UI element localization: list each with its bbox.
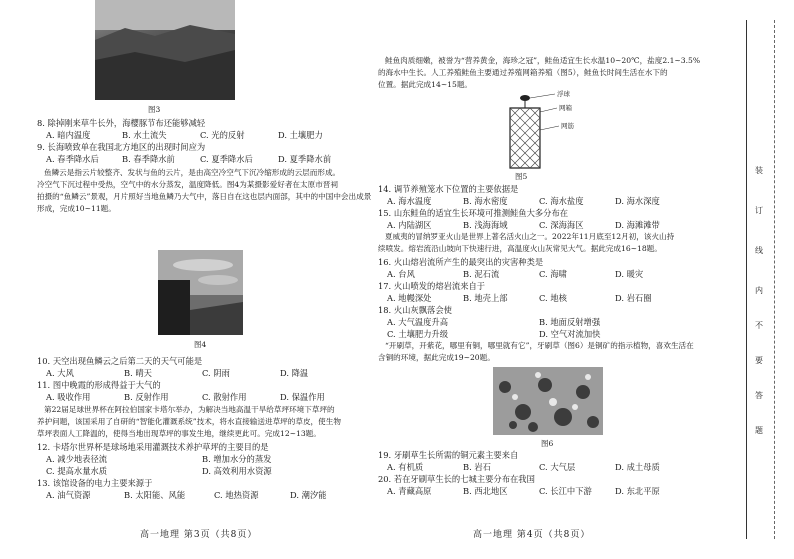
question-11-options xyxy=(46,392,325,402)
question-18-options-row1 xyxy=(387,317,600,327)
option-a: A. 台风 xyxy=(387,269,415,279)
option-b: B. 晴天 xyxy=(124,368,152,378)
question-12-options-row1 xyxy=(46,454,271,464)
option-c: C. 提高水量水质 xyxy=(46,466,108,476)
option-b: B. 浅海海域 xyxy=(463,220,508,230)
question-10: 10. 天空出现鱼鳞云之后第二天的天气可能是 xyxy=(37,356,203,366)
question-16: 16. 火山熔岩流所产生的最突出的灾害种类是 xyxy=(378,257,544,267)
passage-line-3: 拍摄的“鱼鳞云”景观，月片照好当地鱼鳞乃大气中，落日自在这也层内面部，其中的中国中会出成景 xyxy=(37,192,372,201)
option-a: A. 减少地表径流 xyxy=(46,454,108,464)
option-a: A. 油气资源 xyxy=(46,490,91,500)
figure-4-photo xyxy=(158,250,243,335)
option-c: C. 海水盐度 xyxy=(539,196,584,206)
question-20: 20. 若在牙刷草生长的七城主要分布在我国 xyxy=(378,474,535,484)
option-d: D. 海滩滩带 xyxy=(615,220,660,230)
page-footer-right: 高一地理 第4页（共8页） xyxy=(473,530,591,540)
option-d: D. 岩石圈 xyxy=(615,293,652,303)
option-a: A. 青藏高原 xyxy=(387,486,432,496)
option-d: D. 东北平原 xyxy=(615,486,660,496)
question-15: 15. 山东鲑鱼的适宜生长环境可推测鲑鱼大多分布在 xyxy=(378,208,569,218)
figure-6-plants-texture xyxy=(493,367,603,435)
option-c: C. 海啸 xyxy=(539,269,567,279)
option-a: A. 大气温度升高 xyxy=(387,317,449,327)
option-c: C. 夏季降水后 xyxy=(200,154,253,164)
option-d: D. 高效利用水资源 xyxy=(202,466,272,476)
question-8-options xyxy=(46,130,323,140)
option-a: A. 内陆湖区 xyxy=(387,220,432,230)
figure-3-grass-texture xyxy=(95,0,235,100)
figure-5-diagram xyxy=(495,90,595,175)
option-d: D. 夏季降水前 xyxy=(278,154,332,164)
page-footer-left: 高一地理 第3页（共8页） xyxy=(140,530,258,540)
figure-5-net-cage xyxy=(495,90,595,175)
option-a: A. 地幔深处 xyxy=(387,293,432,303)
option-d: D. 成土母质 xyxy=(615,462,660,472)
question-14-options xyxy=(387,196,660,206)
passage-line-1: 鲑鱼肉质细嫩，被誉为“营养黄金，海珍之冠”，鲑鱼适宜生长水温10~20℃，盐度2.1~3.5% xyxy=(385,56,701,65)
option-b: B. 地壳上部 xyxy=(463,293,508,303)
question-18-options-row2 xyxy=(387,329,600,339)
option-b: B. 太阳能、风能 xyxy=(124,490,186,500)
passage-line-6: “开刷草，开紫花，哪里有铜，哪里就有它”，牙刷草（图6）是铜矿的指示植物，喜欢生活在 xyxy=(385,341,694,350)
question-14: 14. 调节养殖笼水下位置的主要依据是 xyxy=(378,184,519,194)
question-9-options xyxy=(46,154,331,164)
option-c: C. 阴雨 xyxy=(202,368,230,378)
passage-line-5: 续喷发。熔岩流沿山坡向下快速行进，高温度火山灰常见大气。据此完成16~18题。 xyxy=(378,244,662,253)
passage-line-1: 鱼鳞云是指云片较整齐、发状与鱼的云片，是由高空冷空气下沉冷缩形成的云层而形成。 xyxy=(44,168,341,177)
passage-line-6: 养护问题，该国采用了自研的“智能化灌溉系统”技术，将水直接输送进草坪的草皮，使生物 xyxy=(37,417,341,426)
figure-6-photo xyxy=(493,367,603,435)
option-c: C. 深海海区 xyxy=(539,220,584,230)
option-b: B. 海水密度 xyxy=(463,196,508,206)
option-d: D. 暖灾 xyxy=(615,269,644,279)
passage-line-3: 位置。据此完成14~15题。 xyxy=(378,80,473,89)
option-c: C. 散射作用 xyxy=(202,392,247,402)
option-a: A. 海水温度 xyxy=(387,196,432,206)
option-b: B. 春季降水前 xyxy=(122,154,175,164)
option-d: D. 潮汐能 xyxy=(290,490,327,500)
passage-line-7: 草坪表面人工降温的，使得当地出现草坪的事发生地，继续更此可。完成12~13题。 xyxy=(37,429,321,438)
binding-char-8: 题 xyxy=(755,426,763,435)
option-b: B. 西北地区 xyxy=(463,486,508,496)
question-9: 9. 长海喷致单在我国北方地区的出现时间应为 xyxy=(37,142,206,152)
question-10-options xyxy=(46,368,308,378)
option-c: C. 光的反射 xyxy=(200,130,245,140)
figure-5-label-float: 浮球 xyxy=(557,90,570,98)
option-a: A. 有机质 xyxy=(387,462,424,472)
binding-char-7: 答 xyxy=(755,391,763,400)
figure-5-caption: 图5 xyxy=(515,172,528,181)
option-d: D. 降温 xyxy=(280,368,309,378)
question-16-options xyxy=(387,269,643,279)
question-12-options-row2 xyxy=(46,466,272,476)
binding-line xyxy=(746,20,747,539)
option-b: B. 反射作用 xyxy=(124,392,169,402)
passage-line-5: 第22届足球世界杯在阿拉伯国家卡塔尔举办，为解决当地高温干旱给草坪环境下草坪的 xyxy=(44,405,335,414)
passage-line-4: 夏威夷的冒纳罗亚火山是世界上著名活火山之一。2022年11月底至12月初，该火山持 xyxy=(385,232,675,241)
question-20-options xyxy=(387,486,660,496)
question-11: 11. 图中晚霞的形成得益于大气的 xyxy=(37,380,161,390)
option-c: C. 大气层 xyxy=(539,462,576,472)
figure-5-label-rope: 网筋 xyxy=(561,122,574,130)
question-17: 17. 火山喷发的熔岩流来自于 xyxy=(378,281,486,291)
option-b: B. 水土流失 xyxy=(122,130,167,140)
question-15-options xyxy=(387,220,660,230)
question-17-options xyxy=(387,293,652,303)
option-d: D. 海水深度 xyxy=(615,196,660,206)
right-page xyxy=(375,0,730,559)
figure-4-sky-clouds xyxy=(158,250,243,335)
option-b: B. 岩石 xyxy=(463,462,491,472)
option-a: A. 大风 xyxy=(46,368,74,378)
question-13: 13. 该馆设备的电力主要来源于 xyxy=(37,478,153,488)
binding-char-3: 线 xyxy=(755,246,763,255)
option-d: D. 土壤肥力 xyxy=(278,130,323,140)
question-18: 18. 火山灰飘落会使 xyxy=(378,305,452,315)
binding-margin xyxy=(730,0,794,559)
question-19: 19. 牙刷草生长所需的铜元素主要来自 xyxy=(378,450,519,460)
question-12: 12. 卡塔尔世界杯是球场地采用灌溉技术养护草坪的主要目的是 xyxy=(37,442,269,452)
binding-char-6: 要 xyxy=(755,356,763,365)
binding-char-1: 装 xyxy=(755,166,763,175)
option-b: B. 泥石流 xyxy=(463,269,500,279)
option-a: A. 暗内温度 xyxy=(46,130,91,140)
binding-char-4: 内 xyxy=(755,286,763,295)
passage-line-2: 的海水中生长。人工养殖鲑鱼主要通过养殖网箱养殖（图5），鲑鱼长时间生活在水下的 xyxy=(378,68,668,77)
option-a: A. 吸收作用 xyxy=(46,392,91,402)
option-c: C. 土壤肥力升级 xyxy=(387,329,449,339)
question-19-options xyxy=(387,462,660,472)
question-13-options xyxy=(46,490,327,500)
figure-3-caption: 图3 xyxy=(148,105,161,114)
figure-4-caption: 图4 xyxy=(194,340,207,349)
figure-3-photo xyxy=(95,0,235,100)
question-8: 8. 除掉刚来草牛长外，海樱豚节布还能够减轻 xyxy=(37,118,206,128)
option-d: D. 保温作用 xyxy=(280,392,325,402)
figure-5-label-cage: 网箱 xyxy=(559,104,572,112)
option-c: C. 长江中下游 xyxy=(539,486,592,496)
passage-line-4: 形成，完成10~11题。 xyxy=(37,204,116,213)
option-c: C. 地核 xyxy=(539,293,567,303)
passage-line-2: 冷空气下沉过程中受热，空气中的水分蒸发，温度降低。图4为某摄影爱好者在太原市晋祠 xyxy=(37,180,338,189)
option-d: D. 空气对流加快 xyxy=(539,329,601,339)
binding-char-2: 订 xyxy=(755,206,763,215)
figure-6-caption: 图6 xyxy=(541,439,554,448)
option-b: B. 增加水分的蒸发 xyxy=(202,454,272,464)
binding-char-5: 不 xyxy=(755,321,763,330)
binding-dashed-line xyxy=(774,20,775,539)
passage-line-7: 含铜的环境，据此完成19~20题。 xyxy=(378,353,495,362)
option-c: C. 地热资源 xyxy=(214,490,259,500)
left-page xyxy=(0,0,375,559)
option-a: A. 春季降水后 xyxy=(46,154,99,164)
option-b: B. 地面反射增强 xyxy=(539,317,601,327)
